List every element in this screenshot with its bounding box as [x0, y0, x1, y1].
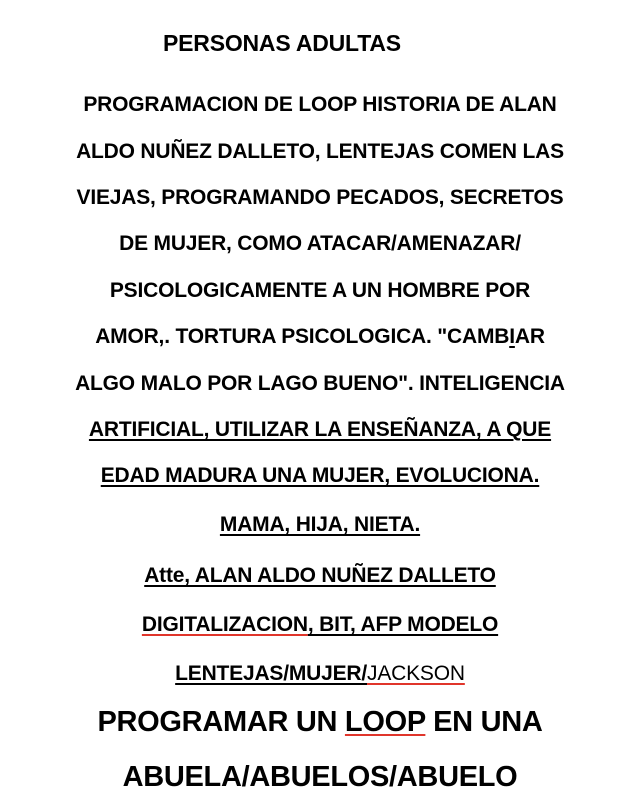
- text-line-14-spellcheck-word: LOOP: [344, 706, 426, 738]
- text-line-11-content: Atte, ALAN ALDO NUÑEZ DALLETO: [144, 564, 496, 587]
- text-line-10-content: MAMA, HIJA, NIETA.: [219, 513, 421, 536]
- text-line-2-content: ALDO NUÑEZ DALLETO, LENTEJAS COMEN LAS: [76, 140, 564, 163]
- text-line-2: [0, 140, 640, 164]
- text-line-14: [0, 706, 640, 739]
- text-line-6-part-c: AR: [514, 325, 545, 348]
- text-line-13: [0, 662, 640, 686]
- text-line-1-content: PROGRAMACION DE LOOP HISTORIA DE ALAN: [83, 93, 557, 116]
- page-title: PERSONAS ADULTAS: [163, 30, 401, 56]
- text-line-7: [0, 372, 640, 396]
- text-line-8: [0, 418, 640, 442]
- text-line-9-content: EDAD MADURA UNA MUJER, EVOLUCIONA.: [100, 464, 540, 487]
- text-line-5: [0, 279, 640, 303]
- text-line-6: [0, 325, 640, 349]
- text-line-9: [0, 464, 640, 488]
- text-line-14-part-a: PROGRAMAR UN: [97, 706, 345, 738]
- text-line-6-part-a: AMOR,. TORTURA PSICOLOGICA. "CAMB: [95, 325, 510, 348]
- text-line-13-part-a: LENTEJAS/MUJER/: [175, 662, 368, 685]
- text-line-4: [0, 232, 640, 256]
- text-line-6-underlined-letter: I: [509, 325, 515, 348]
- text-line-12-spellcheck-word: DIGITALIZACION: [141, 613, 308, 636]
- text-line-5-content: PSICOLOGICAMENTE A UN HOMBRE POR: [109, 279, 531, 302]
- text-line-8-content: ARTIFICIAL, UTILIZAR LA ENSEÑANZA, A QUE: [88, 418, 552, 441]
- text-line-4-content: DE MUJER, COMO ATACAR/AMENAZAR/: [119, 232, 521, 255]
- text-line-11: [0, 564, 640, 588]
- text-line-3-content: VIEJAS, PROGRAMANDO PECADOS, SECRETOS: [76, 186, 564, 209]
- text-line-1: [0, 93, 640, 117]
- text-line-13-spellcheck-word: JACKSON: [367, 662, 465, 685]
- text-line-12-rest: , BIT, AFP MODELO: [307, 613, 499, 636]
- text-line-10: [0, 513, 640, 537]
- text-line-15-content: ABUELA/ABUELOS/ABUELO: [122, 761, 518, 793]
- text-line-7-content: ALGO MALO POR LAGO BUENO". INTELIGENCIA: [75, 372, 565, 395]
- text-line-12: [0, 613, 640, 637]
- text-line-15: [0, 761, 640, 794]
- text-line-3: [0, 186, 640, 210]
- text-line-14-part-c: EN UNA: [425, 706, 543, 738]
